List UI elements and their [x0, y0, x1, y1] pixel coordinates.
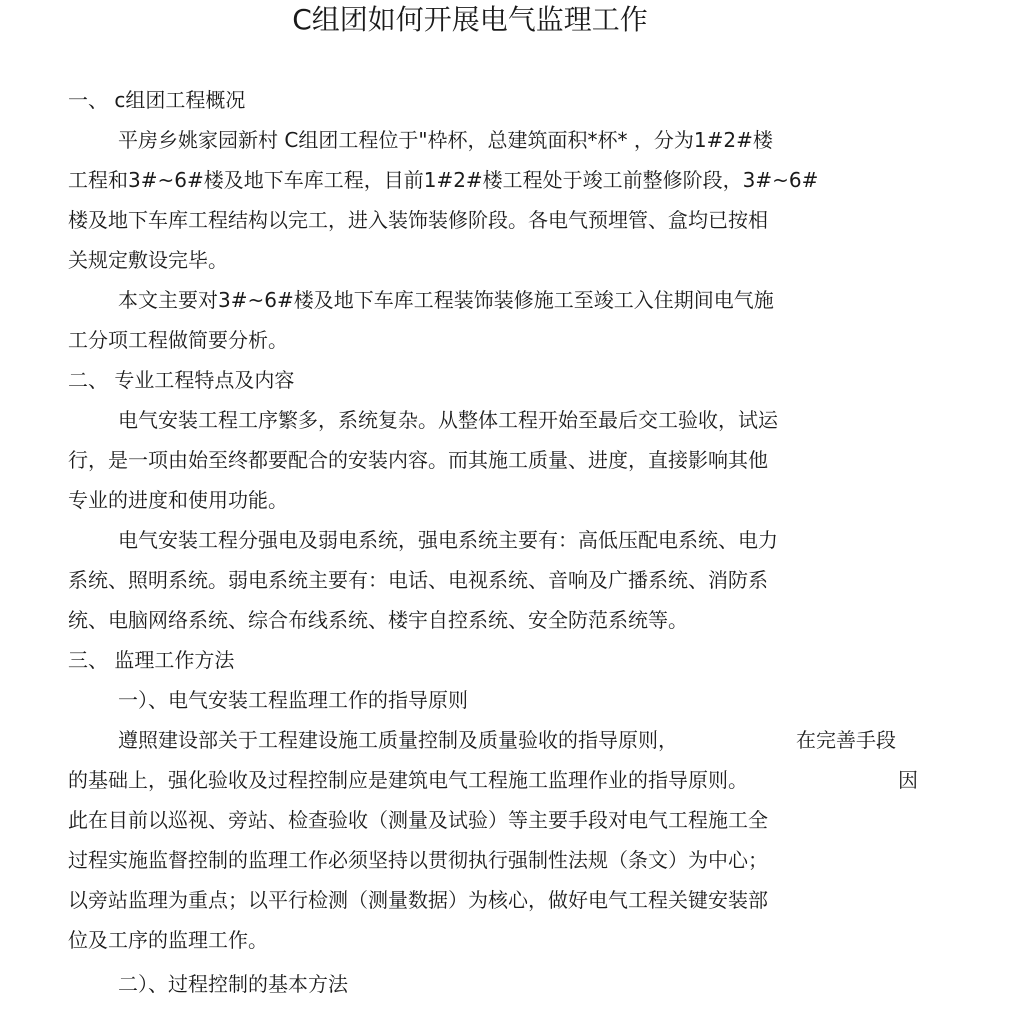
paragraph-line: 楼及地下车库工程结构以完工，进入装饰装修阶段。各电气预埋管、盒均已按相 — [68, 208, 768, 232]
subsection-heading-2: 二）、过程控制的基本方法 — [118, 972, 348, 996]
paragraph-line: 以旁站监理为重点；以平行检测（测量数据）为核心，做好电气工程关键安装部 — [68, 888, 768, 912]
paragraph-line: 本文主要对3#~6#楼及地下车库工程装饰装修施工至竣工入住期间电气施 — [118, 288, 774, 312]
paragraph-line: 专业的进度和使用功能。 — [68, 488, 288, 512]
paragraph-line-end: 在完善手段 — [796, 728, 896, 752]
paragraph-line-start: 的基础上，强化验收及过程控制应是建筑电气工程施工监理作业的指导原则。 — [68, 768, 748, 792]
paragraph-line: 电气安装工程分强电及弱电系统，强电系统主要有：高低压配电系统、电力 — [118, 528, 778, 552]
paragraph-line — [68, 720, 948, 760]
paragraph-line: 系统、照明系统。弱电系统主要有：电话、电视系统、音响及广播系统、消防系 — [68, 568, 768, 592]
paragraph-line: 工程和3#~6#楼及地下车库工程，目前1#2#楼工程处于竣工前整修阶段，3#~6# — [68, 168, 819, 192]
paragraph-line: 过程实施监督控制的监理工作必须坚持以贯彻执行强制性法规（条文）为中心； — [68, 848, 768, 872]
paragraph-line: 平房乡姚家园新村 C组团工程位于"枠杯，总建筑面积*杯* ，分为1#2#楼 — [118, 128, 773, 152]
document-body — [68, 80, 948, 1004]
section-heading-1: 一、 c组团工程概况 — [68, 88, 246, 112]
paragraph-line: 关规定敷设完毕。 — [68, 248, 228, 272]
paragraph-line: 位及工序的监理工作。 — [68, 928, 268, 952]
paragraph-line: 统、电脑网络系统、综合布线系统、楼宇自控系统、安全防范系统等。 — [68, 608, 688, 632]
paragraph-line — [68, 760, 948, 800]
subsection-heading-1: 一）、电气安装工程监理工作的指导原则 — [118, 688, 468, 712]
paragraph-line: 此在目前以巡视、旁站、检查验收（测量及试验）等主要手段对电气工程施工全 — [68, 808, 768, 832]
paragraph-line: 电气安装工程工序繁多，系统复杂。从整体工程开始至最后交工验收，试运 — [118, 408, 778, 432]
paragraph-line: 工分项工程做简要分析。 — [68, 328, 288, 352]
paragraph-line-end: 因 — [898, 768, 918, 792]
document-title: C组团如何开展电气监理工作 — [292, 3, 648, 36]
section-heading-2: 二、 专业工程特点及内容 — [68, 368, 295, 392]
paragraph-line-start: 遵照建设部关于工程建设施工质量控制及质量验收的指导原则， — [118, 728, 678, 752]
section-heading-3: 三、 监理工作方法 — [68, 648, 235, 672]
paragraph-line: 行，是一项由始至终都要配合的安装内容。而其施工质量、进度，直接影响其他 — [68, 448, 768, 472]
